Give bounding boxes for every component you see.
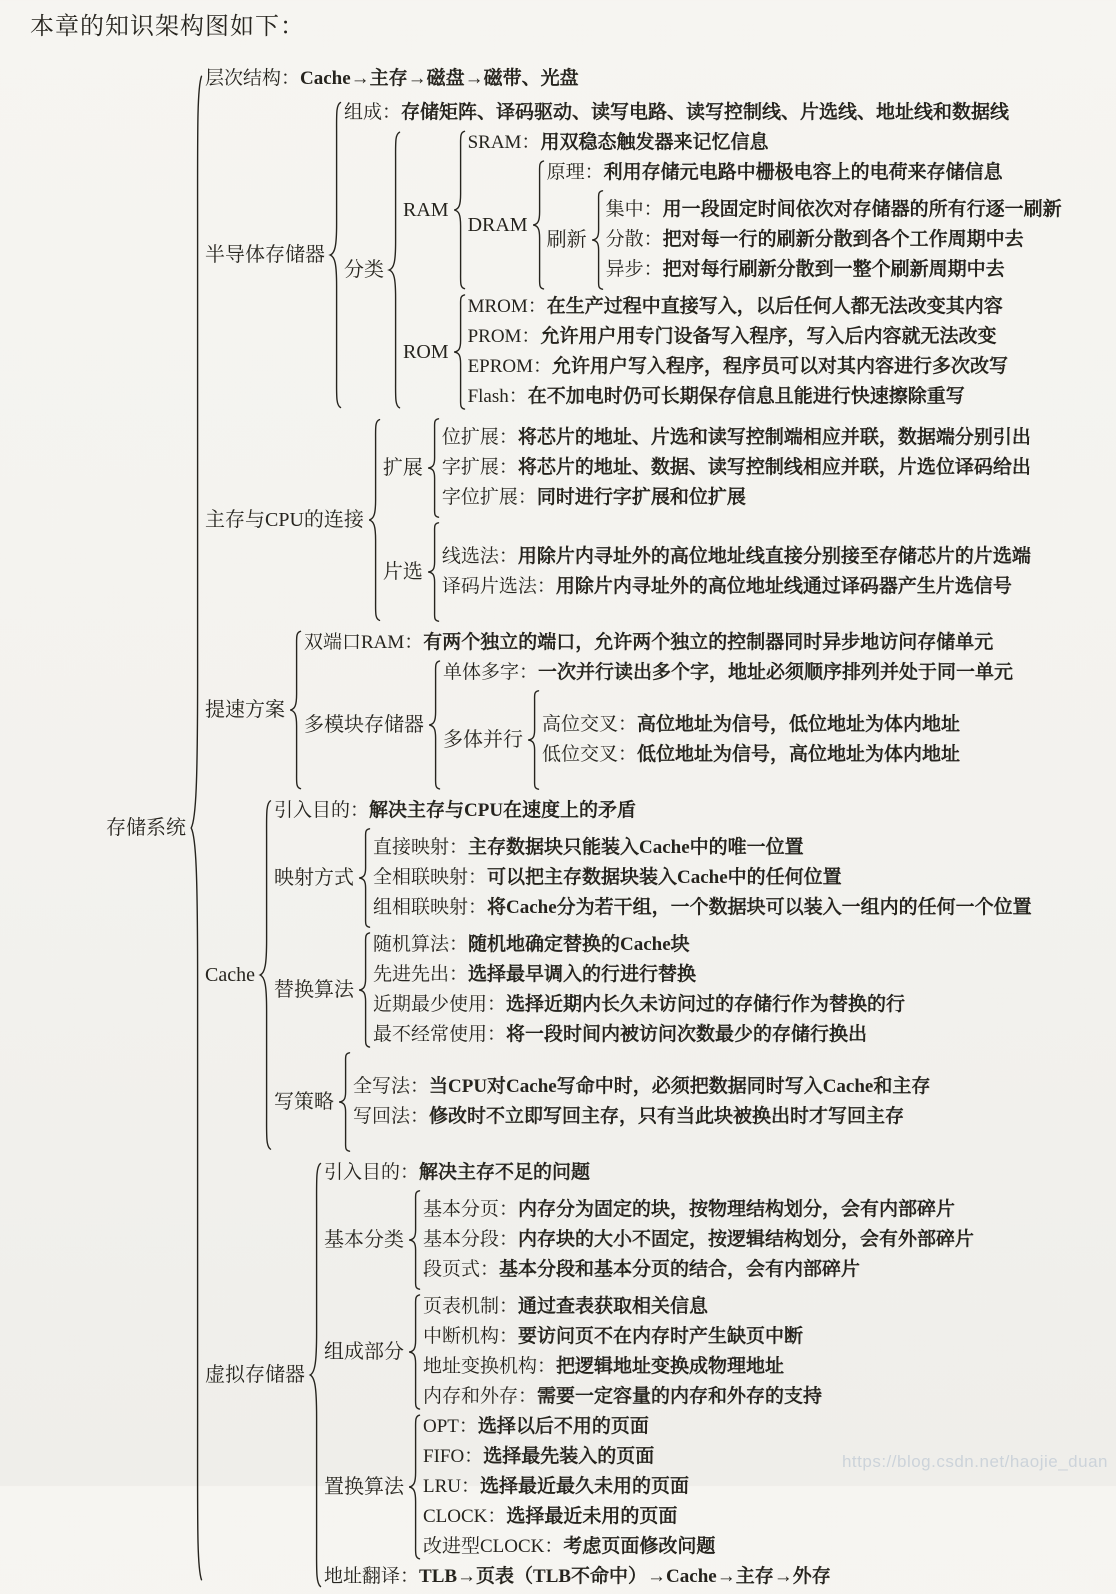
leaf-term: 异步：	[605, 259, 663, 280]
leaf-description: 选择近期内长久未访问过的存储行作为替换的行	[506, 994, 906, 1015]
tree-branch	[302, 658, 1015, 792]
leaf-term: 层次结构：	[205, 68, 301, 89]
leaf-term: 近期最少使用：	[372, 994, 506, 1015]
tree-leaf	[421, 1442, 717, 1472]
branch-label: 刷新	[546, 229, 587, 251]
tree-leaf	[371, 863, 1034, 893]
brace-icon	[357, 932, 371, 1048]
leaf-description: 允许用户写入程序，程序员可以对其内容进行多次改写	[552, 356, 1009, 377]
knowledge-tree	[104, 62, 1064, 1594]
branch-label: 多体并行	[443, 729, 523, 751]
leaf-description: 选择最先装入的页面	[483, 1446, 655, 1467]
leaf-term: 线选法：	[441, 546, 518, 567]
leaf-description: 随机地确定替换的Cache块	[468, 934, 690, 955]
leaf-term: 直接映射：	[372, 837, 468, 858]
tree-children	[272, 796, 1034, 1154]
leaf-description: 选择最近未用的页面	[506, 1506, 678, 1527]
leaf-term: 引入目的：	[273, 800, 369, 821]
leaf-description: 把对每行刷新分散到一整个刷新周期中去	[662, 259, 1005, 280]
leaf-description: 用双稳态触发器来记忆信息	[540, 132, 769, 153]
leaf-term: 页表机制：	[423, 1296, 519, 1317]
tree-leaf	[421, 1472, 717, 1502]
leaf-label	[421, 1472, 691, 1502]
leaf-label	[440, 542, 1033, 572]
leaf-description: Cache→主存→磁盘→磁带、光盘	[300, 68, 579, 89]
leaf-term: 中断机构：	[423, 1326, 519, 1347]
tree-children	[342, 98, 1064, 412]
branch-label: DRAM	[467, 214, 528, 236]
tree-leaf	[203, 64, 1064, 94]
leaf-label	[342, 98, 1011, 128]
leaf-label	[371, 960, 698, 990]
tree-children	[466, 128, 1064, 292]
leaf-term: 基本分段：	[423, 1229, 519, 1250]
watermark: https://blog.csdn.net/haojie_duan	[841, 1452, 1108, 1471]
leaf-term: 高位交叉：	[542, 714, 638, 735]
tree-branch	[441, 688, 1015, 792]
leaf-term: 单体多字：	[443, 662, 539, 683]
leaf-label	[545, 158, 1005, 188]
tree-children	[466, 292, 1010, 412]
brace-icon	[526, 690, 540, 790]
leaf-label	[203, 64, 581, 94]
tree-branch	[401, 128, 1064, 292]
brace-icon	[426, 522, 440, 622]
tree-branch	[322, 1412, 976, 1562]
tree-leaf	[440, 453, 1033, 483]
brace-icon	[407, 1414, 421, 1560]
leaf-term: 字扩展：	[441, 457, 518, 478]
tree-children	[322, 1158, 976, 1592]
leaf-term: 先进先出：	[372, 964, 468, 985]
leaf-label	[604, 225, 1026, 255]
leaf-description: 可以把主存数据块装入Cache中的任何位置	[487, 867, 842, 888]
tree-branch	[381, 416, 1033, 520]
branch-label: 替换算法	[273, 979, 354, 1001]
leaf-label	[421, 1322, 805, 1352]
leaf-label	[466, 382, 967, 412]
leaf-description: 高位地址为信号，低位地址为体内地址	[637, 714, 961, 735]
tree-branch	[203, 416, 1064, 624]
leaf-label	[371, 893, 1034, 923]
brace-icon	[189, 64, 203, 1592]
branch-label: 提速方案	[205, 699, 285, 721]
leaf-term: MROM：	[467, 296, 547, 317]
tree-branch	[272, 1050, 1034, 1154]
leaf-description: 有两个独立的端口，允许两个独立的控制器同时异步地访问存储单元	[423, 632, 994, 653]
tree-leaf	[371, 990, 907, 1020]
leaf-description: 用除片内寻址外的高位地址线通过译码器产生片选信号	[555, 576, 1012, 597]
branch-label: 片选	[382, 561, 423, 583]
leaf-description: 一次并行读出多个字，地址必须顺序排列并处于同一单元	[538, 662, 1014, 683]
leaf-term: 全写法：	[352, 1076, 429, 1097]
leaf-term: 基本分页：	[423, 1199, 519, 1220]
leaf-label	[371, 833, 806, 863]
leaf-term: 最不经常使用：	[372, 1024, 506, 1045]
tree-leaf	[421, 1292, 824, 1322]
tree-branch	[203, 98, 1064, 412]
leaf-description: 用一段固定时间依次对存储器的所有行逐一刷新	[662, 199, 1062, 220]
tree-leaf	[540, 740, 962, 770]
tree-leaf	[440, 423, 1033, 453]
tree-children	[440, 542, 1033, 602]
tree-children	[545, 158, 1064, 292]
tree-leaf	[272, 796, 1034, 826]
leaf-label	[421, 1532, 717, 1562]
leaf-description: 在不加电时仍可长期保存信息且能进行快速擦除重写	[527, 386, 965, 407]
branch-label: 存储系统	[106, 817, 186, 839]
tree-leaf	[466, 128, 1064, 158]
leaf-label	[421, 1255, 862, 1285]
leaf-description: 通过查表获取相关信息	[518, 1296, 709, 1317]
tree-children	[421, 1412, 717, 1562]
leaf-description: 允许用户用专门设备写入程序，写入后内容就无法改变	[540, 326, 997, 347]
leaf-term: 全相联映射：	[372, 867, 487, 888]
leaf-term: 原理：	[546, 162, 604, 183]
leaf-description: 将Cache分为若干组，一个数据块可以装入一组内的任何一个位置	[487, 897, 1032, 918]
brace-icon	[452, 294, 466, 410]
leaf-description: 选择最早调入的行进行替换	[468, 964, 697, 985]
leaf-label	[440, 483, 748, 513]
tree-branch	[381, 520, 1033, 624]
tree-branch	[272, 826, 1034, 930]
branch-label: 基本分类	[324, 1229, 404, 1251]
branch-label: 映射方式	[273, 867, 354, 889]
branch-label: Cache	[205, 964, 255, 986]
leaf-term: EPROM：	[467, 356, 553, 377]
leaf-label	[371, 990, 907, 1020]
leaf-label	[421, 1442, 656, 1472]
tree-branch	[401, 292, 1064, 412]
leaf-description: 基本分段和基本分页的结合，会有内部碎片	[499, 1259, 861, 1280]
brace-icon	[357, 828, 371, 928]
tree-branch	[322, 1292, 976, 1412]
leaf-label	[466, 292, 1005, 322]
brace-icon	[308, 1160, 322, 1590]
brace-icon	[452, 130, 466, 290]
leaf-label	[421, 1382, 824, 1412]
leaf-label	[421, 1225, 976, 1255]
leaf-label	[421, 1352, 786, 1382]
branch-label: 扩展	[382, 457, 423, 479]
leaf-description: 在生产过程中直接写入，以后任何人都无法改变其内容	[546, 296, 1003, 317]
tree-children	[441, 658, 1015, 792]
leaf-label	[272, 796, 638, 826]
leaf-label	[466, 128, 771, 158]
branch-label: 主存与CPU的连接	[205, 509, 364, 531]
tree-leaf	[351, 1072, 932, 1102]
tree-children	[203, 62, 1064, 1594]
leaf-description: 利用存储元电路中栅极电容上的电荷来存储信息	[603, 162, 1003, 183]
leaf-term: 集中：	[605, 199, 663, 220]
leaf-term: 写回法：	[352, 1106, 429, 1127]
tree-children	[371, 833, 1034, 923]
leaf-label	[440, 453, 1033, 483]
leaf-description: 将芯片的地址、片选和读写控制端相应并联，数据端分别引出	[517, 427, 1031, 448]
leaf-description: 将芯片的地址、数据、读写控制线相应并联，片选位译码给出	[517, 457, 1031, 478]
brace-icon	[407, 1294, 421, 1410]
tree-leaf	[466, 292, 1010, 322]
tree-children	[604, 195, 1064, 285]
leaf-label	[421, 1292, 710, 1322]
leaf-description: 解决主存与CPU在速度上的矛盾	[369, 800, 637, 821]
tree-leaf	[440, 572, 1033, 602]
leaf-label	[466, 322, 999, 352]
leaf-description: 内存块的大小不固定，按逻辑结构划分，会有外部碎片	[518, 1229, 975, 1250]
tree-leaf	[351, 1102, 932, 1132]
tree-leaf	[322, 1562, 976, 1592]
leaf-description: 选择以后不用的页面	[477, 1416, 649, 1437]
leaf-description: 解决主存不足的问题	[419, 1162, 591, 1183]
brace-icon	[258, 798, 272, 1152]
tree-branch	[342, 128, 1064, 412]
brace-icon	[337, 1052, 351, 1152]
tree-leaf	[604, 255, 1064, 285]
leaf-term: PROM：	[467, 326, 541, 347]
tree-leaf	[371, 893, 1034, 923]
leaf-label	[371, 863, 844, 893]
tree-leaf	[421, 1412, 717, 1442]
tree-leaf	[421, 1382, 824, 1412]
brace-icon	[531, 160, 545, 290]
tree-children	[351, 1072, 932, 1132]
tree-children	[381, 416, 1033, 624]
leaf-term: 组成：	[344, 102, 402, 123]
leaf-description: 同时进行字扩展和位扩展	[536, 487, 746, 508]
leaf-term: 内存和外存：	[423, 1386, 538, 1407]
leaf-term: Flash：	[467, 386, 528, 407]
leaf-label	[322, 1562, 833, 1592]
tree-branch	[104, 62, 1064, 1594]
leaf-description: 当CPU对Cache写命中时，必须把数据同时写入Cache和主存	[429, 1076, 931, 1097]
tree-branch	[322, 1188, 976, 1292]
leaf-description: 需要一定容量的内存和外存的支持	[537, 1386, 823, 1407]
leaf-term: FIFO：	[423, 1446, 484, 1467]
leaf-description: 把逻辑地址变换成物理地址	[556, 1356, 785, 1377]
leaf-description: 把对每一行的刷新分散到各个工作周期中去	[662, 229, 1024, 250]
tree-children	[401, 128, 1064, 412]
leaf-term: 引入目的：	[324, 1162, 420, 1183]
leaf-label	[604, 255, 1007, 285]
leaf-term: SRAM：	[467, 132, 541, 153]
leaf-term: 段页式：	[423, 1259, 500, 1280]
leaf-term: 位扩展：	[441, 427, 518, 448]
tree-branch	[545, 188, 1064, 292]
tree-leaf	[466, 322, 1010, 352]
tree-branch	[466, 158, 1064, 292]
leaf-label	[540, 740, 962, 770]
brace-icon	[387, 130, 401, 410]
leaf-term: 低位交叉：	[542, 744, 638, 765]
tree-leaf	[604, 225, 1064, 255]
branch-label: 分类	[344, 259, 384, 281]
leaf-label	[371, 1020, 869, 1050]
leaf-term: 译码片选法：	[441, 576, 556, 597]
leaf-description: 存储矩阵、译码驱动、读写电路、读写控制线、片选线、地址线和数据线	[401, 102, 1010, 123]
leaf-label	[302, 628, 995, 658]
tree-leaf	[540, 710, 962, 740]
leaf-term: CLOCK：	[423, 1506, 507, 1527]
leaf-description: 主存数据块只能装入Cache中的唯一位置	[468, 837, 804, 858]
leaf-description: 内存分为固定的块，按物理结构划分，会有内部碎片	[518, 1199, 956, 1220]
branch-label: 半导体存储器	[205, 244, 325, 266]
tree-leaf	[421, 1225, 976, 1255]
leaf-label	[421, 1412, 651, 1442]
tree-leaf	[371, 930, 907, 960]
branch-label: RAM	[403, 199, 449, 221]
leaf-term: 字位扩展：	[441, 487, 537, 508]
tree-leaf	[440, 542, 1033, 572]
tree-leaf	[421, 1255, 976, 1285]
tree-branch	[272, 930, 1034, 1050]
leaf-description: 低位地址为信号，高位地址为体内地址	[637, 744, 961, 765]
leaf-label	[371, 930, 692, 960]
tree-children	[371, 930, 907, 1050]
tree-leaf	[302, 628, 1015, 658]
tree-leaf	[604, 195, 1064, 225]
leaf-label	[440, 423, 1033, 453]
leaf-label	[421, 1195, 957, 1225]
leaf-description: TLB→页表（TLB不命中）→Cache→主存→外存	[419, 1566, 831, 1587]
leaf-term: 分散：	[605, 229, 663, 250]
leaf-term: 地址翻译：	[324, 1566, 420, 1587]
tree-children	[302, 628, 1015, 792]
leaf-term: 改进型CLOCK：	[423, 1536, 564, 1557]
tree-leaf	[342, 98, 1064, 128]
branch-label: 虚拟存储器	[205, 1364, 305, 1386]
tree-leaf	[322, 1158, 976, 1188]
leaf-label	[441, 658, 1015, 688]
leaf-label	[351, 1102, 906, 1132]
tree-branch	[203, 628, 1064, 792]
tree-branch	[203, 1158, 1064, 1592]
branch-label: 置换算法	[324, 1476, 404, 1498]
leaf-description: 将一段时间内被访问次数最少的存储行换出	[506, 1024, 868, 1045]
brace-icon	[288, 630, 302, 790]
tree-leaf	[421, 1195, 976, 1225]
tree-children	[421, 1292, 824, 1412]
brace-icon	[328, 100, 342, 410]
tree-leaf	[371, 960, 907, 990]
leaf-term: OPT：	[423, 1416, 478, 1437]
tree-leaf	[371, 1020, 907, 1050]
brace-icon	[590, 190, 604, 290]
brace-icon	[407, 1190, 421, 1290]
leaf-term: 组相联映射：	[372, 897, 487, 918]
tree-leaf	[441, 658, 1015, 688]
leaf-label	[322, 1158, 592, 1188]
branch-label: ROM	[403, 341, 449, 363]
brace-icon	[427, 660, 441, 790]
leaf-description: 要访问页不在内存时产生缺页中断	[518, 1326, 804, 1347]
tree-leaf	[466, 352, 1010, 382]
leaf-label	[604, 195, 1064, 225]
leaf-label	[466, 352, 1010, 382]
branch-label: 多模块存储器	[304, 714, 424, 736]
tree-leaf	[545, 158, 1064, 188]
leaf-description: 考虑页面修改问题	[563, 1536, 716, 1557]
leaf-label	[440, 572, 1014, 602]
tree-branch	[203, 796, 1064, 1154]
brace-icon	[367, 418, 381, 622]
leaf-term: 地址变换机构：	[423, 1356, 557, 1377]
tree-children	[440, 423, 1033, 513]
branch-label: 写策略	[273, 1091, 334, 1113]
leaf-label	[421, 1502, 679, 1532]
tree-leaf	[421, 1322, 824, 1352]
leaf-term: 随机算法：	[372, 934, 468, 955]
tree-leaf	[421, 1532, 717, 1562]
tree-children	[540, 710, 962, 770]
leaf-term: 双端口RAM：	[304, 632, 424, 653]
branch-label: 组成部分	[324, 1341, 404, 1363]
tree-leaf	[421, 1352, 824, 1382]
tree-leaf	[466, 382, 1010, 412]
leaf-description: 用除片内寻址外的高位地址线直接分别接至存储芯片的片选端	[517, 546, 1031, 567]
leaf-description: 修改时不立即写回主存，只有当此块被换出时才写回主存	[429, 1106, 905, 1127]
leaf-label	[540, 710, 962, 740]
tree-children	[421, 1195, 976, 1285]
leaf-label	[351, 1072, 932, 1102]
leaf-term: LRU：	[423, 1476, 481, 1497]
leaf-description: 选择最近最久未用的页面	[480, 1476, 690, 1497]
tree-leaf	[371, 833, 1034, 863]
tree-leaf	[440, 483, 1033, 513]
page-title: 本章的知识架构图如下：	[30, 14, 305, 40]
tree-leaf	[421, 1502, 717, 1532]
brace-icon	[426, 418, 440, 518]
